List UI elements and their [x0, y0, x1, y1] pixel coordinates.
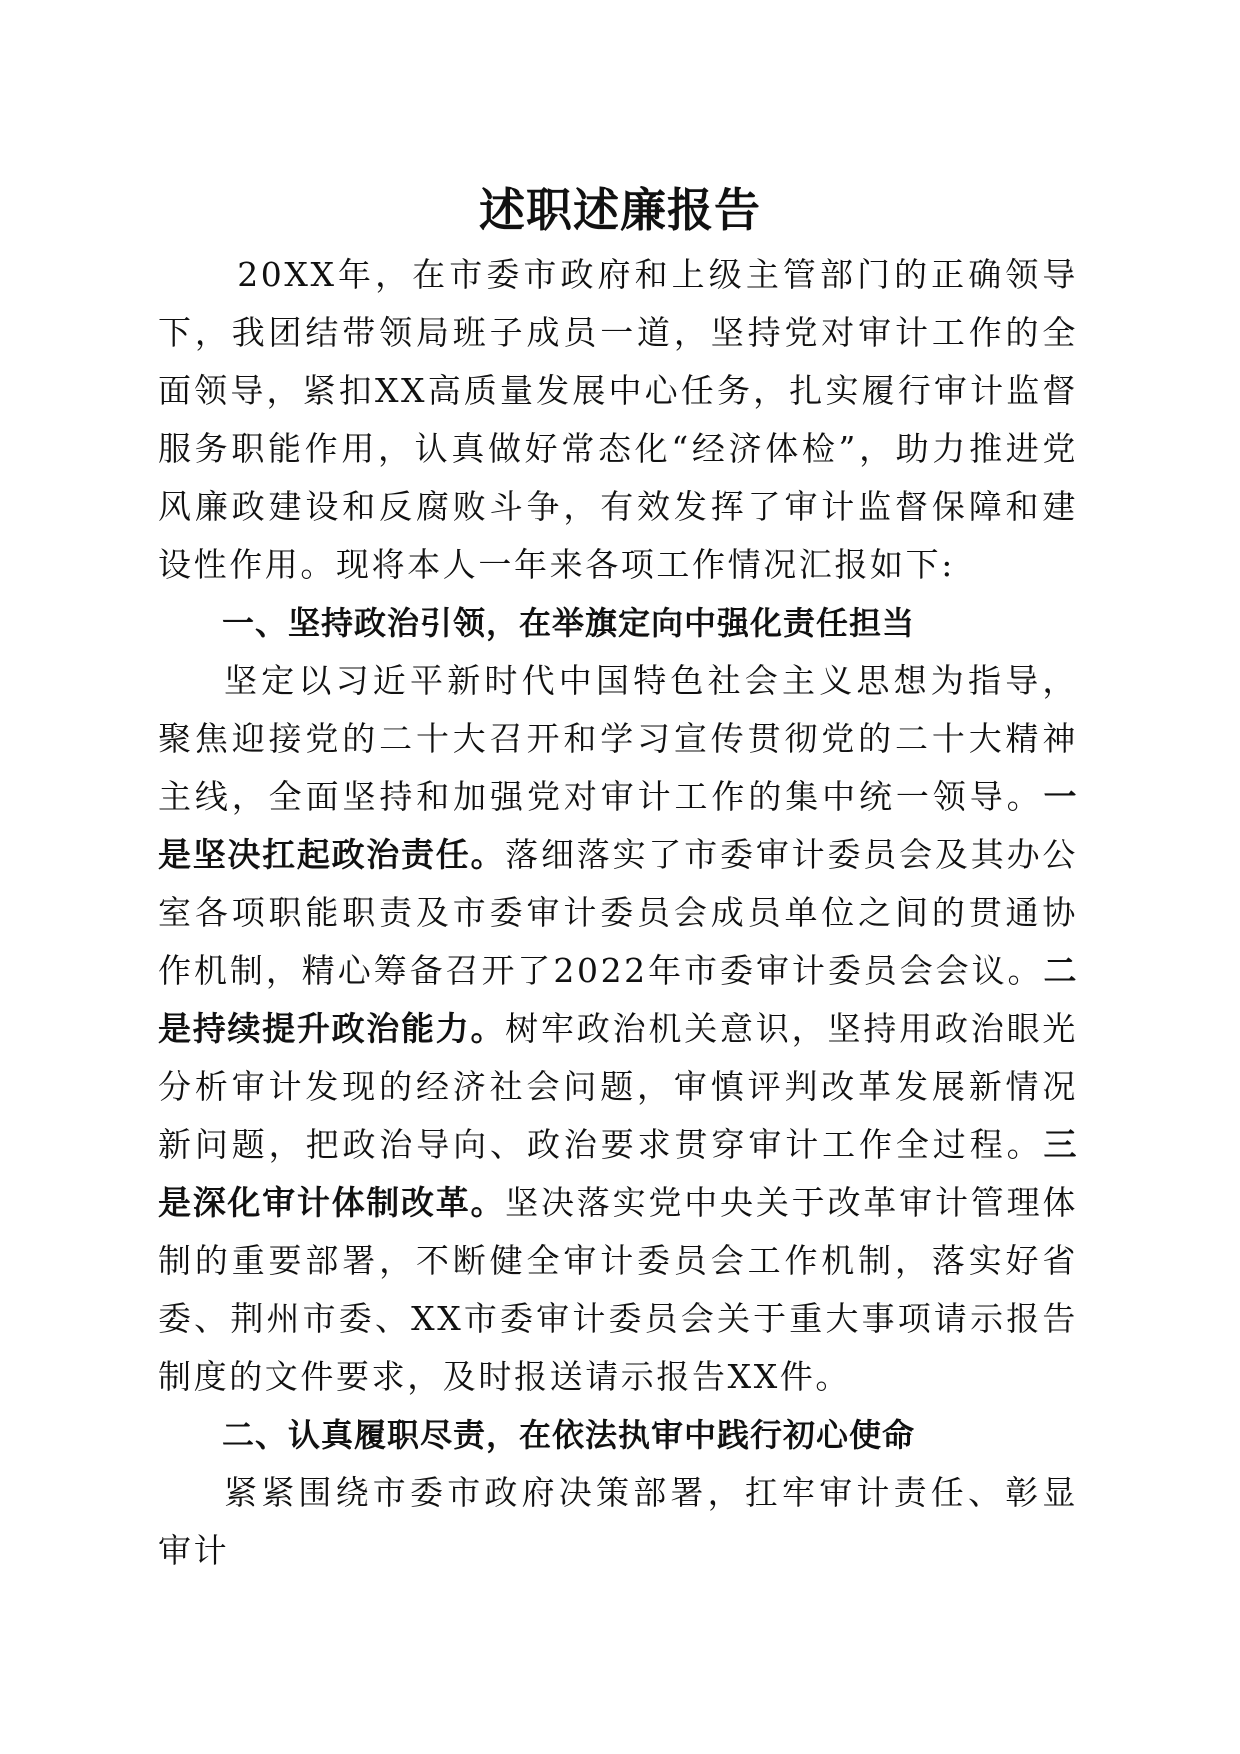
section-1-text-2: 落细落实了市委审计委员会及其办公室各项职能职责及市委审计委员会成员单位之间的贯通协作机制，精心筹备召开了2022年市委审计委员会会议。	[158, 835, 1078, 990]
document-title: 述职述廉报告	[479, 183, 761, 237]
section-2-paragraph	[158, 1464, 1078, 1580]
section-1-bold-2: 二是持续提升政治能力。	[158, 951, 1078, 1048]
section-2-text-1: 紧紧围绕市委市政府决策部署，扛牢审计责任、彰显审计	[158, 1473, 1078, 1570]
section-2-heading: 二、认真履职尽责，在依法执审中践行初心使命	[222, 1416, 916, 1454]
document-body	[158, 246, 1078, 1580]
intro-paragraph-text: 20XX年，在市委市政府和上级主管部门的正确领导下，我团结带领局班子成员一道，坚持党对审计工作的全面领导，紧扣XX高质量发展中心任务，扎实履行审计监督服务职能作用，认真做好常态化“经济体检”，助力推进党风廉政建设和反腐败斗争，有效发挥了审计监督保障和建设性作用。现将本人一年来各项工作情况汇报如下:	[158, 255, 1078, 584]
intro-paragraph	[158, 246, 1078, 594]
section-1-heading: 一、坚持政治引领，在举旗定向中强化责任担当	[222, 604, 916, 642]
section-1-text-4: 坚决落实党中央关于改革审计管理体制的重要部署，不断健全审计委员会工作机制，落实好省委、荆州市委、XX市委审计委员会关于重大事项请示报告制度的文件要求，及时报送请示报告XX件。	[158, 1183, 1078, 1396]
section-1-bold-1: 一是坚决扛起政治责任。	[158, 777, 1078, 874]
section-1-text-3: 树牢政治机关意识，坚持用政治眼光分析审计发现的经济社会问题，审慎评判改革发展新情况新问题，把政治导向、政治要求贯穿审计工作全过程。	[158, 1009, 1078, 1164]
section-1-paragraph	[158, 652, 1078, 1406]
section-1-text-1: 坚定以习近平新时代中国特色社会主义思想为指导，聚焦迎接党的二十大召开和学习宣传贯彻党的二十大精神主线，全面坚持和加强党对审计工作的集中统一领导。	[158, 661, 1078, 816]
section-1-bold-3: 三是深化审计体制改革。	[158, 1125, 1078, 1222]
